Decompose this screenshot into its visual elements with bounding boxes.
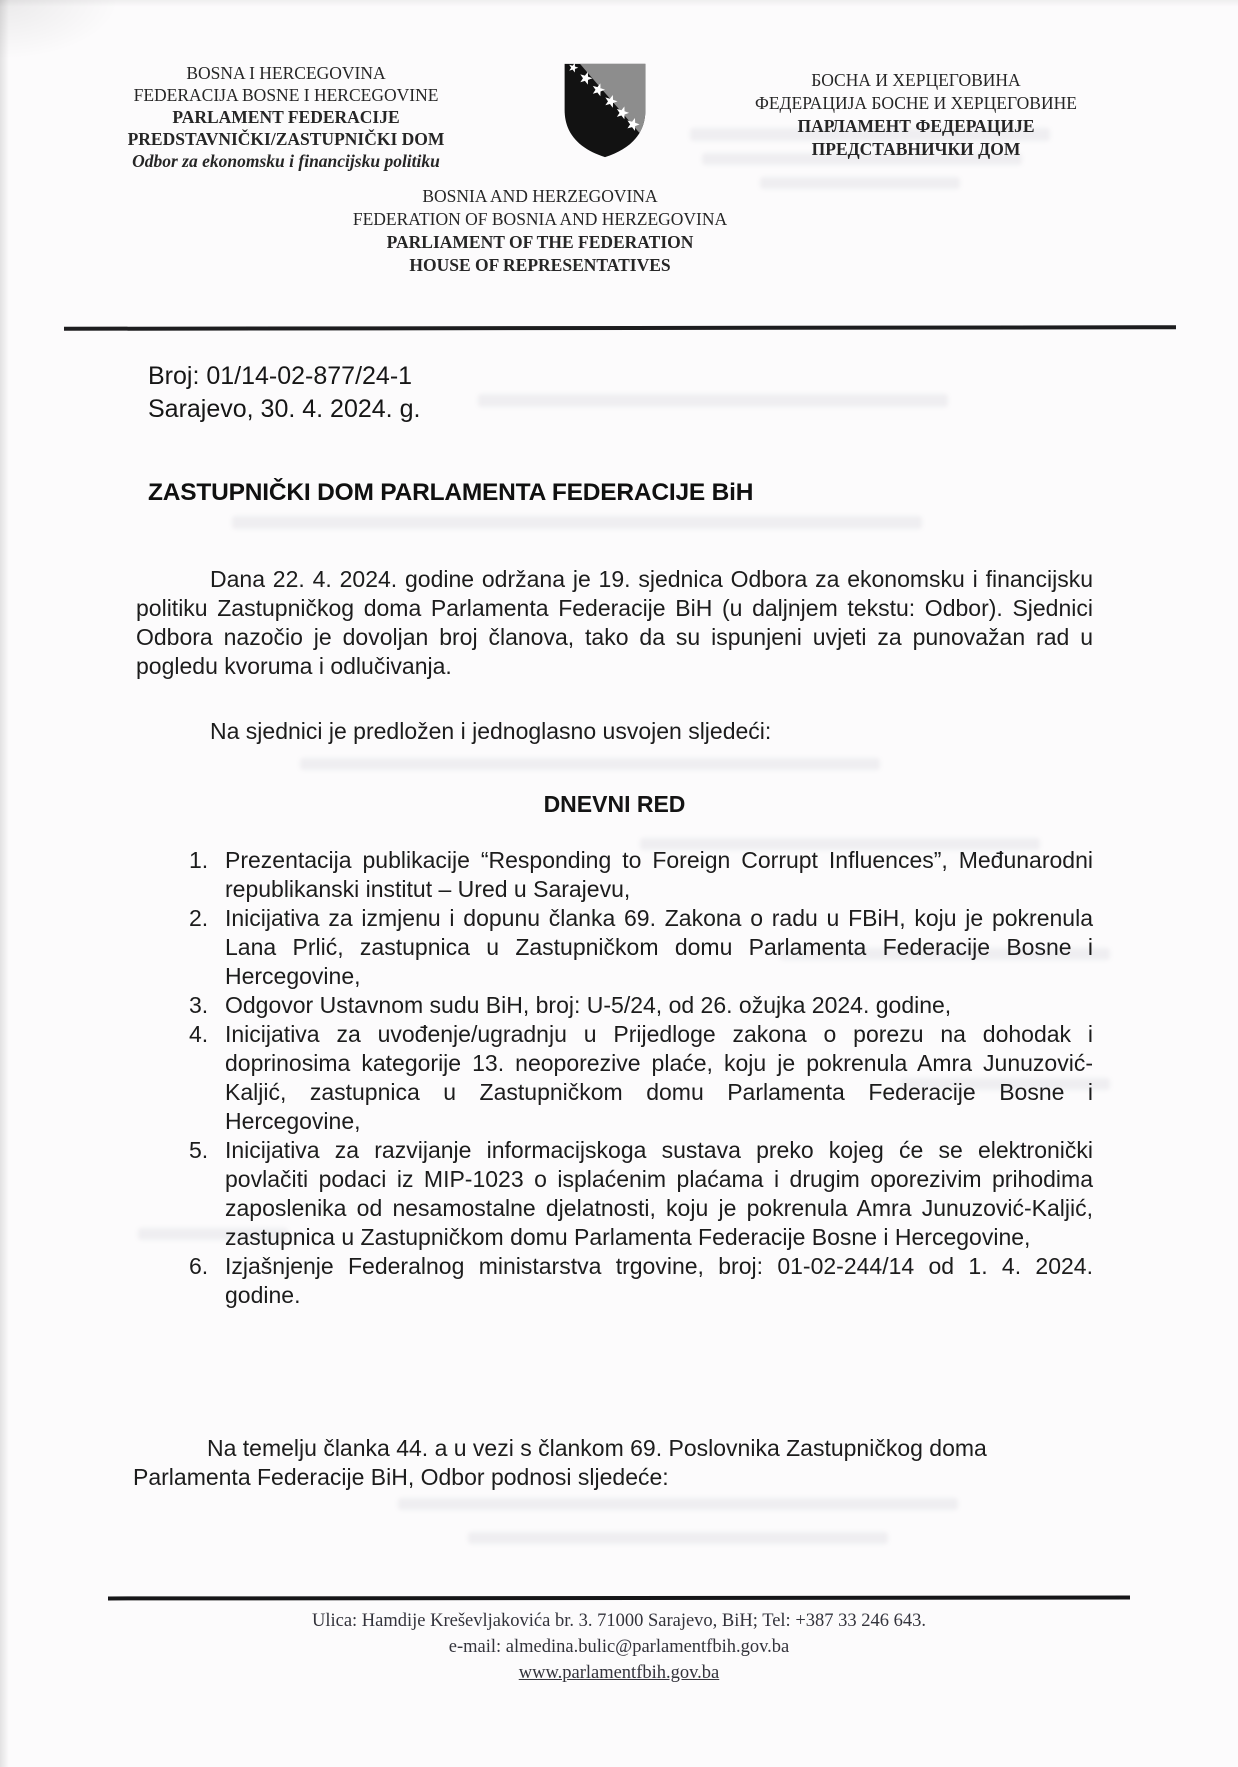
closing-paragraph: Na temelju članka 44. a u vezi s člankom 69. Poslovnika Zastupničkog doma Parlamenta Federacije BiH, Odbor podnosi sljedeće: — [133, 1435, 987, 1490]
letterhead-country: BOSNA I HERCEGOVINA — [186, 63, 386, 83]
intro-paragraph: Dana 22. 4. 2024. godine održana je 19. sjednica Odbora za ekonomsku i financijsku politiku Zastupničkog doma Parlamenta Federacije BiH (u daljnjem tekstu: Odbor). Sjednici Odbora nazočio je dovoljan broj članova, tako da su ispunjeni uvjeti za punovažan rad u pogledu kvoruma i odlučivanja. — [136, 566, 1093, 679]
letterhead-parliament-cyr: ПАРЛАМЕНТ ФЕДЕРАЦИЈЕ — [797, 116, 1035, 136]
letterhead-federation-cyr: ФЕДЕРАЦИЈА БОСНЕ И ХЕРЦЕГОВИНЕ — [755, 93, 1077, 113]
agenda-item — [136, 904, 1093, 991]
letterhead-parliament-en: PARLIAMENT OF THE FEDERATION — [386, 232, 694, 252]
letterhead-english — [240, 185, 840, 277]
bleedthrough-artifact — [398, 1498, 958, 1510]
bleedthrough-artifact — [478, 394, 948, 407]
document-meta — [148, 360, 420, 426]
footer-divider-rule — [108, 1596, 1130, 1600]
agenda-heading: DNEVNI RED — [543, 791, 686, 817]
letterhead-country-cyr: БОСНА И ХЕРЦЕГОВИНА — [811, 70, 1021, 90]
agenda-item-number: 1. — [189, 847, 209, 873]
agenda-item — [136, 846, 1093, 904]
bleedthrough-artifact — [232, 516, 922, 529]
letterhead-house: PREDSTAVNIČKI/ZASTUPNIČKI DOM — [127, 129, 445, 149]
agenda-item — [136, 1020, 1093, 1136]
agenda-list — [136, 846, 1093, 1310]
letterhead-committee: Odbor za ekonomsku i financijsku politiku — [132, 151, 440, 171]
scan-edge-artifact — [0, 0, 1238, 7]
proposal-line: Na sjednici je predložen i jednoglasno usvojen sljedeći: — [210, 718, 772, 744]
letterhead-country-en: BOSNIA AND HERZEGOVINA — [422, 186, 658, 206]
agenda-item-text: Odgovor Ustavnom sudu BiH, broj: U-5/24, od 26. ožujka 2024. godine, — [225, 992, 952, 1018]
scan-edge-artifact — [0, 0, 9, 1767]
letterhead-house-cyr: ПРЕДСТАВНИЧКИ ДОМ — [811, 139, 1021, 159]
agenda-item — [136, 991, 1093, 1020]
document-place-date: Sarajevo, 30. 4. 2024. g. — [148, 395, 421, 423]
letterhead-parliament: PARLAMENT FEDERACIJE — [172, 107, 400, 127]
scan-corner-artifact — [0, 0, 120, 60]
agenda-item-number: 2. — [189, 905, 209, 931]
letterhead-federation-en: FEDERATION OF BOSNIA AND HERZEGOVINA — [352, 209, 728, 229]
agenda-item-number: 4. — [189, 1021, 209, 1047]
agenda-item-number: 3. — [189, 992, 209, 1018]
agenda-item-number: 6. — [189, 1253, 209, 1279]
footer-email: e-mail: almedina.bulic@parlamentfbih.gov.ba — [448, 1637, 790, 1657]
agenda-item-text: Inicijativa za uvođenje/ugradnju u Prijedloge zakona o porezu na dohodak i doprinosima kategorije 13. neoporezive plaće, koju je pokrenula Amra Junuzović-Kaljić, zastupnica u Zastupničkom domu Parlamenta Federacije Bosne i Hercegovine, — [225, 1021, 1093, 1134]
document-title: ZASTUPNIČKI DOM PARLAMENTA FEDERACIJE BiH — [148, 479, 754, 506]
footer-block — [119, 1608, 1119, 1686]
agenda-item — [136, 1136, 1093, 1252]
agenda-item-text: Inicijativa za izmjenu i dopunu članka 69. Zakona o radu u FBiH, koju je pokrenula Lana Prlić, zastupnica u Zastupničkom domu Parlamenta Federacije Bosne i Hercegovine, — [225, 905, 1093, 989]
footer-address: Ulica: Hamdije Kreševljakovića br. 3. 71000 Sarajevo, BiH; Tel: +387 33 246 643. — [311, 1611, 927, 1631]
footer-website: www.parlamentfbih.gov.ba — [518, 1663, 720, 1683]
agenda-item-text: Izjašnjenje Federalnog ministarstva trgovine, broj: 01-02-244/14 od 1. 4. 2024. godine. — [225, 1253, 1093, 1308]
agenda-item — [136, 1252, 1093, 1310]
header-divider-rule — [64, 325, 1176, 331]
agenda-item-text: Inicijativa za razvijanje informacijskoga sustava preko kojeg će se elektronički povlačiti podaci iz MIP-1023 o isplaćenim plaćama i drugim oporezivim prihodima zaposlenika od nesamostalne djelatnosti, koju je pokrenula Amra Junuzović-Kaljić, zastupnica u Zastupničkom domu Parlamenta Federacije Bosne i Hercegovine, — [225, 1137, 1093, 1250]
letterhead-left — [78, 62, 494, 172]
letterhead-federation: FEDERACIJA BOSNE I HERCEGOVINE — [133, 85, 439, 105]
bleedthrough-artifact — [300, 758, 880, 770]
agenda-item-number: 5. — [189, 1137, 209, 1163]
letterhead-house-en: HOUSE OF REPRESENTATIVES — [409, 255, 671, 275]
letterhead-right — [698, 69, 1134, 161]
document-number: Broj: 01/14-02-877/24-1 — [148, 362, 413, 390]
bleedthrough-artifact — [468, 1532, 888, 1544]
agenda-item-text: Prezentacija publikacije “Responding to Foreign Corrupt Influences”, Međunarodni republikanski institut – Ured u Sarajevu, — [225, 847, 1093, 902]
federation-bih-coat-of-arms-icon — [556, 60, 654, 160]
